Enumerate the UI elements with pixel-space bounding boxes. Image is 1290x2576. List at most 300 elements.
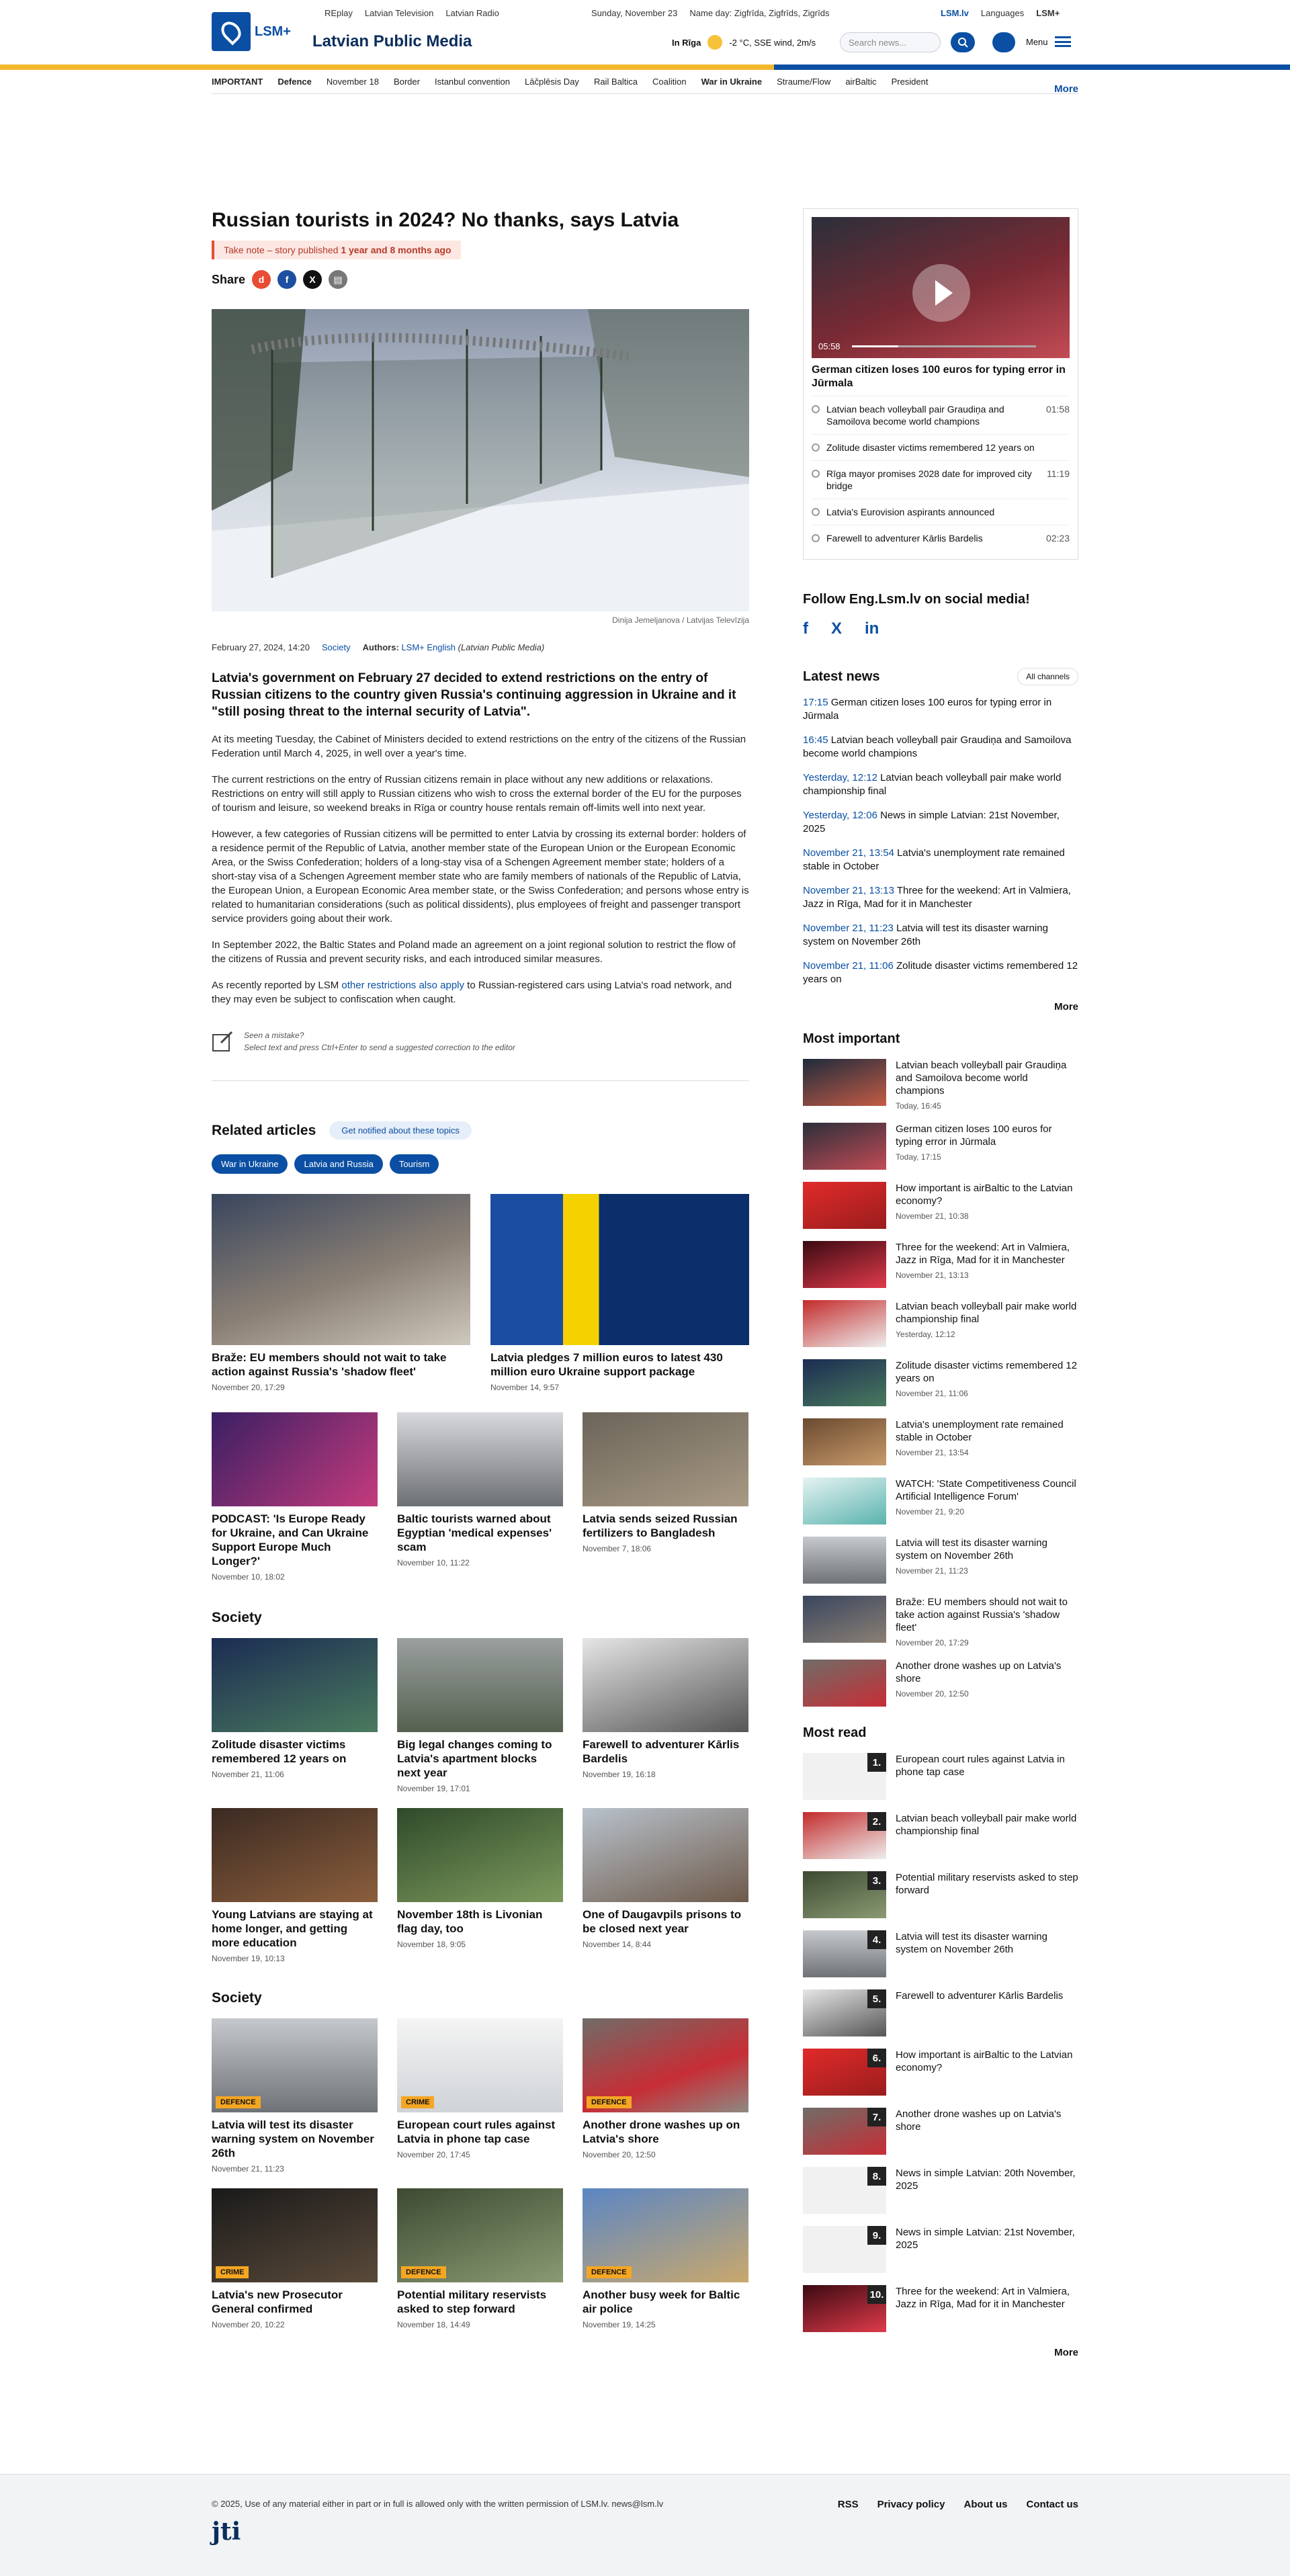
- story-age-note: [212, 241, 461, 259]
- nav-item[interactable]: Defence: [277, 77, 312, 87]
- hero-photo: [212, 309, 749, 611]
- card-title: Potential military reservists asked to step forward: [397, 2288, 547, 2315]
- playlist-title: Latvia's Eurovision aspirants announced: [826, 507, 995, 517]
- card-title: Latvia will test its disaster warning system on November 26th: [212, 2118, 374, 2159]
- related-card[interactable]: [212, 1412, 378, 1582]
- card-title: Zolitude disaster victims remembered 12 years on: [212, 1738, 347, 1765]
- latest-item[interactable]: [803, 696, 1078, 723]
- article-meta: [212, 642, 749, 652]
- lsm-plus-link[interactable]: LSM+: [1036, 8, 1060, 18]
- item-thumb: [803, 1359, 886, 1406]
- related-big: [212, 1194, 749, 1392]
- nav-important: IMPORTANT: [212, 77, 263, 87]
- playlist-item[interactable]: [812, 460, 1070, 499]
- category-badge: DEFENCE: [587, 2096, 632, 2108]
- item-thumb: [803, 2108, 886, 2155]
- site-footer: [0, 2474, 1290, 2576]
- card-image: [583, 1412, 748, 1506]
- menu-button[interactable]: [1026, 36, 1071, 47]
- item-title: Latvian beach volleyball pair make world championship final: [896, 1813, 1077, 1837]
- item-thumb: [803, 1477, 886, 1525]
- header-stripe: [0, 65, 1290, 70]
- top-link-ltv[interactable]: Latvian Television: [364, 8, 434, 18]
- latest-more-link[interactable]: More: [1054, 1001, 1078, 1013]
- x-icon[interactable]: X: [831, 619, 843, 638]
- radio-icon: [812, 534, 820, 542]
- video-title[interactable]: German citizen loses 100 euros for typing error in Jūrmala: [812, 364, 1066, 389]
- most-read: [803, 1725, 1078, 2332]
- latest-title: German citizen loses 100 euros for typing error in Jūrmala: [803, 697, 1052, 722]
- latest-time: Yesterday, 12:12: [803, 772, 877, 783]
- paragraph: At its meeting Tuesday, the Cabinet of Ministers decided to extend restrictions on the entry of the citizens of the Russian Federation until March 4, 2025, in well over a year's time.: [212, 734, 746, 759]
- most-read-item[interactable]: [803, 2049, 1078, 2096]
- card-image: [212, 1194, 470, 1345]
- category-badge: CRIME: [216, 2266, 249, 2278]
- item-thumb: [803, 1660, 886, 1707]
- playlist-title: Rīga mayor promises 2028 date for improved city bridge: [826, 468, 1032, 491]
- card-date: November 19, 17:01: [397, 1784, 470, 1793]
- rank-number: 2.: [867, 1812, 886, 1831]
- card-date: November 19, 10:13: [212, 1954, 285, 1963]
- playlist-duration: 11:19: [1047, 468, 1070, 479]
- important-item[interactable]: [803, 1477, 1078, 1525]
- weather-city: In Rīga: [672, 37, 701, 48]
- rank-number: 6.: [867, 2049, 886, 2067]
- important-item[interactable]: [803, 1059, 1078, 1111]
- weather-text: -2 °C, SSE wind, 2m/s: [729, 37, 816, 48]
- important-item[interactable]: [803, 1300, 1078, 1347]
- item-date: November 21, 11:06: [896, 1389, 968, 1398]
- item-thumb: [803, 1182, 886, 1229]
- nav-item[interactable]: Rail Baltica: [593, 77, 638, 87]
- item-thumb: [803, 1596, 886, 1643]
- important-item[interactable]: [803, 1596, 1078, 1647]
- latest-item[interactable]: [803, 884, 1078, 911]
- related-card[interactable]: [490, 1194, 749, 1392]
- category-badge: DEFENCE: [587, 2266, 632, 2278]
- latest-title: Latvia's unemployment rate remained stable in October: [803, 847, 1065, 872]
- latest-time: 17:15: [803, 697, 828, 708]
- rank-number: 1.: [867, 1753, 886, 1772]
- radio-icon: [812, 443, 820, 452]
- category-badge: DEFENCE: [401, 2266, 446, 2278]
- item-date: Today, 16:45: [896, 1101, 941, 1111]
- latest-time: 16:45: [803, 734, 828, 746]
- item-thumb: [803, 2167, 886, 2214]
- related-card[interactable]: [212, 1194, 470, 1392]
- item-title: Latvian beach volleyball pair Graudiņa and Samoilova become world champions: [896, 1060, 1067, 1097]
- x-icon[interactable]: X: [303, 270, 322, 289]
- follow-title: Follow Eng.Lsm.lv on social media!: [803, 592, 1030, 607]
- most-read-item[interactable]: [803, 1812, 1078, 1859]
- jti-logo[interactable]: jti: [212, 2518, 241, 2546]
- item-thumb: [803, 1300, 886, 1347]
- card-title: Latvia sends seized Russian fertilizers to Bangladesh: [583, 1512, 738, 1539]
- rank-number: 10.: [867, 2285, 886, 2304]
- society-card[interactable]: [212, 1808, 378, 1963]
- latest-time: November 21, 11:06: [803, 960, 894, 972]
- latest-news-header: [803, 668, 1078, 685]
- paragraph: [212, 978, 749, 1006]
- weather: [672, 35, 816, 50]
- paragraph: In September 2022, the Baltic States and Poland made an agreement on a joint regional solution to restrict the flow of the citizens of Russia and prevent security risks, and each introduced similar measures.: [212, 939, 736, 965]
- item-title: Farewell to adventurer Kārlis Bardelis: [896, 1990, 1064, 2002]
- latest-title: News in simple Latvian: 21st November, 2025: [803, 810, 1060, 834]
- nav-more[interactable]: More: [1054, 83, 1078, 95]
- item-title: How important is airBaltic to the Latvian economy?: [896, 1183, 1073, 1207]
- item-date: November 21, 13:13: [896, 1271, 969, 1280]
- item-title: News in simple Latvian: 20th November, 2025: [896, 2167, 1076, 2192]
- nav-item[interactable]: Border: [393, 77, 420, 87]
- most-read-item[interactable]: [803, 1989, 1078, 2036]
- search-button[interactable]: [951, 32, 975, 52]
- important-item[interactable]: [803, 1123, 1078, 1170]
- nav-item[interactable]: airBaltic: [845, 77, 877, 87]
- lang-links: [941, 8, 1060, 18]
- card-title: One of Daugavpils prisons to be closed next year: [583, 1908, 742, 1935]
- card-date: November 10, 11:22: [397, 1558, 470, 1568]
- playlist-title: Zolitude disaster victims remembered 12 years on: [826, 442, 1035, 453]
- most-read-item[interactable]: [803, 2226, 1078, 2273]
- item-thumb: [803, 1871, 886, 1918]
- playlist-duration: 01:58: [1045, 404, 1070, 415]
- card-date: November 10, 18:02: [212, 1572, 285, 1582]
- society-card[interactable]: [212, 2018, 378, 2174]
- society-card[interactable]: [583, 1808, 748, 1963]
- card-image: [397, 2018, 563, 2112]
- important-item[interactable]: [803, 1182, 1078, 1229]
- important-item[interactable]: [803, 1241, 1078, 1288]
- society-grid: [212, 2018, 749, 2329]
- footer-link[interactable]: Privacy policy: [877, 2499, 945, 2510]
- notify-button[interactable]: Get notified about these topics: [329, 1121, 472, 1140]
- latest-item[interactable]: [803, 922, 1078, 949]
- latest-item[interactable]: [803, 809, 1078, 836]
- item-title: Latvian beach volleyball pair make world championship final: [896, 1301, 1077, 1325]
- nav-item[interactable]: Lāčplēsis Day: [525, 77, 579, 87]
- video-progress[interactable]: [852, 345, 1036, 347]
- article-category[interactable]: Society: [322, 642, 351, 652]
- related-card[interactable]: [583, 1412, 748, 1582]
- card-date: November 14, 8:44: [583, 1940, 652, 1949]
- society-card[interactable]: [397, 2188, 563, 2329]
- rank-number: 4.: [867, 1930, 886, 1949]
- most-read-item[interactable]: [803, 2167, 1078, 2214]
- related-small: [212, 1412, 749, 1582]
- most-read-item[interactable]: [803, 1871, 1078, 1918]
- item-thumb: [803, 2285, 886, 2332]
- search-input[interactable]: Search news...: [840, 32, 941, 52]
- item-thumb: [803, 1123, 886, 1170]
- card-date: November 19, 16:18: [583, 1770, 656, 1779]
- card-image: [490, 1194, 749, 1345]
- rank-number: 8.: [867, 2167, 886, 2186]
- important-item[interactable]: [803, 1537, 1078, 1584]
- rank-number: 5.: [867, 1989, 886, 2008]
- note-age: 1 year and 8 months ago: [341, 245, 452, 255]
- item-title: Latvia will test its disaster warning system on November 26th: [896, 1931, 1047, 1955]
- mistake-text: Select text and press Ctrl+Enter to send a suggested correction to the editor: [244, 1043, 515, 1052]
- item-thumb: [803, 2049, 886, 2096]
- society-card[interactable]: [397, 1808, 563, 1963]
- society-title: Society: [212, 1610, 262, 1625]
- restrictions-link[interactable]: other restrictions also apply: [341, 980, 465, 991]
- item-title: Three for the weekend: Art in Valmiera, Jazz in Rīga, Mad for it in Manchester: [896, 2286, 1070, 2310]
- playlist-title: Farewell to adventurer Kārlis Bardelis: [826, 533, 983, 544]
- latest-news-list: [803, 696, 1078, 986]
- society-card[interactable]: [212, 2188, 378, 2329]
- facebook-icon[interactable]: f: [803, 619, 808, 638]
- paragraph-text: to Russian-registered cars using Latvia's road network, and they may even be subject to confiscation when caught.: [212, 980, 732, 1005]
- rank-number: 3.: [867, 1871, 886, 1890]
- most-read-item[interactable]: [803, 2108, 1078, 2155]
- card-image: [583, 2188, 748, 2282]
- important-item[interactable]: [803, 1359, 1078, 1406]
- card-image: [397, 1808, 563, 1902]
- item-title: European court rules against Latvia in phone tap case: [896, 1754, 1065, 1778]
- item-date: November 21, 11:23: [896, 1566, 968, 1576]
- card-image: [212, 1808, 378, 1902]
- most-important: [803, 1031, 1078, 1707]
- related-card[interactable]: [397, 1412, 563, 1582]
- card-date: November 19, 14:25: [583, 2320, 656, 2329]
- nav-item[interactable]: Straume/Flow: [777, 77, 831, 87]
- item-date: November 20, 12:50: [896, 1689, 969, 1699]
- card-image: [212, 1412, 378, 1506]
- item-date: November 21, 9:20: [896, 1507, 965, 1516]
- item-date: Yesterday, 12:12: [896, 1330, 955, 1339]
- card-title: PODCAST: 'Is Europe Ready for Ukraine, and Can Ukraine Support Europe Much Longer?': [212, 1512, 369, 1568]
- top-link-replay[interactable]: REplay: [325, 8, 353, 18]
- card-title: Latvia pledges 7 million euros to latest 430 million euro Ukraine support package: [490, 1351, 723, 1378]
- item-thumb: [803, 1930, 886, 1977]
- item-thumb: [803, 1241, 886, 1288]
- video-thumbnail[interactable]: [812, 217, 1070, 358]
- card-image: [397, 1412, 563, 1506]
- note-prefix: Take note – story published: [224, 245, 341, 255]
- category-badge: CRIME: [401, 2096, 434, 2108]
- card-date: November 7, 18:06: [583, 1544, 652, 1553]
- item-date: November 21, 13:54: [896, 1448, 969, 1457]
- tag[interactable]: Latvia and Russia: [294, 1154, 382, 1174]
- card-date: November 18, 14:49: [397, 2320, 470, 2329]
- paragraph: However, a few categories of Russian citizens will be permitted to enter Latvia by crossing its external border: holders of a residence permit of the Republic of Latvia, another member state of the European Union or the European Economic Area, or the Swiss Confederation; holders of a long-stay visa of a Schengen Agreement member state; holders of a short-stay visa of a Schengen Agreement member state who are family members of nationals of the Republic of Latvia, the European Union, a European Economic Area member state, or the Swiss Confederation; and persons whose entry is related to humanitarian considerations (such as political dissidents), plus employees of freight and passenger transport service providers going about their work.: [212, 828, 749, 925]
- important-item[interactable]: [803, 1660, 1078, 1707]
- border-fence-image: [212, 309, 749, 611]
- playlist-item[interactable]: [812, 525, 1070, 551]
- nav-item[interactable]: Coalition: [652, 77, 687, 87]
- item-title: Braže: EU members should not wait to take action against Russia's 'shadow fleet': [896, 1596, 1068, 1633]
- lsm-link[interactable]: LSM.lv: [941, 8, 969, 18]
- card-title: Farewell to adventurer Kārlis Bardelis: [583, 1738, 740, 1765]
- item-title: Potential military reservists asked to step forward: [896, 1872, 1078, 1896]
- card-title: Baltic tourists warned about Egyptian 'medical expenses' scam: [397, 1512, 552, 1553]
- video-time: 05:58: [818, 341, 841, 351]
- facebook-icon[interactable]: f: [277, 270, 296, 289]
- latest-time: November 21, 13:13: [803, 885, 894, 896]
- draugiem-icon[interactable]: d: [252, 270, 271, 289]
- most-read-item[interactable]: [803, 2285, 1078, 2332]
- site-logo[interactable]: [212, 12, 291, 51]
- society-grid: [212, 1638, 749, 1963]
- article-column: [212, 208, 749, 2329]
- most-read-more-link[interactable]: More: [1054, 2347, 1078, 2358]
- social-links: [803, 619, 1078, 638]
- item-title: WATCH: 'State Competitiveness Council Artificial Intelligence Forum': [896, 1478, 1076, 1502]
- logo-text: LSM+: [255, 24, 291, 39]
- card-image: [397, 2188, 563, 2282]
- category-badge: DEFENCE: [216, 2096, 261, 2108]
- card-title: Big legal changes coming to Latvia's apartment blocks next year: [397, 1738, 552, 1779]
- site-header: [212, 0, 1078, 65]
- nav-item[interactable]: War in Ukraine: [701, 77, 763, 87]
- latest-time: November 21, 11:23: [803, 922, 894, 934]
- languages-link[interactable]: Languages: [980, 8, 1025, 18]
- item-thumb: [803, 2226, 886, 2273]
- print-icon[interactable]: ▤: [329, 270, 347, 289]
- society-card[interactable]: [397, 2018, 563, 2174]
- card-date: November 18, 9:05: [397, 1940, 466, 1949]
- important-item[interactable]: [803, 1418, 1078, 1465]
- play-icon[interactable]: [912, 264, 970, 322]
- top-links: [325, 8, 499, 18]
- nav-item[interactable]: Istanbul convention: [434, 77, 510, 87]
- card-date: November 20, 17:45: [397, 2150, 470, 2159]
- playlist-title: Latvian beach volleyball pair Graudiņa and Samoilova become world champions: [826, 404, 1004, 427]
- footer-link[interactable]: Contact us: [1026, 2499, 1078, 2510]
- current-date: Sunday, November 23: [591, 8, 678, 18]
- item-title: How important is airBaltic to the Latvian economy?: [896, 2049, 1073, 2073]
- share-bar: [212, 270, 749, 289]
- mistake-title: Seen a mistake?: [244, 1031, 304, 1040]
- menu-label: Menu: [1026, 36, 1048, 47]
- share-label: Share: [212, 272, 246, 286]
- authors-label: Authors:: [362, 642, 399, 652]
- tag[interactable]: Tourism: [390, 1154, 439, 1174]
- card-date: November 20, 17:29: [212, 1383, 285, 1392]
- paragraph: The current restrictions on the entry of Russian citizens remain in place without any new additions or relaxations. Restrictions on entry will still apply to Russian citizens who wish to cross the external border of the EU for the purposes of tourism and leisure, so weekend breaks in Rīga or country house rentals remain off-limits well into next year.: [212, 774, 742, 814]
- card-image: [397, 1638, 563, 1732]
- item-title: German citizen loses 100 euros for typing error in Jūrmala: [896, 1123, 1052, 1148]
- card-title: Young Latvians are staying at home longer, and getting more education: [212, 1908, 373, 1949]
- society-card[interactable]: [583, 1638, 748, 1793]
- item-title: Zolitude disaster victims remembered 12 years on: [896, 1360, 1078, 1384]
- most-read-title: Most read: [803, 1725, 867, 1740]
- playlist-item[interactable]: [812, 434, 1070, 460]
- sidebar: [803, 208, 1078, 2358]
- card-title: November 18th is Livonian flag day, too: [397, 1908, 543, 1935]
- notifications-bell-icon[interactable]: [992, 32, 1015, 52]
- card-title: European court rules against Latvia in phone tap case: [397, 2118, 556, 2145]
- search-icon: [957, 37, 968, 48]
- article-lead: Latvia's government on February 27 decided to extend restrictions on the entry of Russian citizens to the country given Russia's continuing aggression in Ukraine and it "still posing threat to the internal security of Latvia".: [212, 671, 736, 719]
- tag[interactable]: War in Ukraine: [212, 1154, 288, 1174]
- hamburger-icon: [1055, 36, 1071, 47]
- article-date: February 27, 2024, 14:20: [212, 642, 310, 652]
- footer-link[interactable]: About us: [963, 2499, 1008, 2510]
- rank-number: 9.: [867, 2226, 886, 2245]
- card-image: [212, 1638, 378, 1732]
- card-title: Braže: EU members should not wait to take action against Russia's 'shadow fleet': [212, 1351, 447, 1378]
- latest-item[interactable]: [803, 734, 1078, 761]
- item-title: News in simple Latvian: 21st November, 2025: [896, 2227, 1075, 2251]
- society-card[interactable]: [397, 1638, 563, 1793]
- most-read-item[interactable]: [803, 1753, 1078, 1800]
- card-date: November 14, 9:57: [490, 1383, 560, 1392]
- most-read-item[interactable]: [803, 1930, 1078, 1977]
- site-name[interactable]: Latvian Public Media: [312, 32, 472, 50]
- society-card[interactable]: [583, 2018, 748, 2174]
- card-date: November 20, 10:22: [212, 2320, 285, 2329]
- item-thumb: [803, 1059, 886, 1106]
- item-thumb: [803, 1812, 886, 1859]
- top-link-radio[interactable]: Latvian Radio: [445, 8, 499, 18]
- author-org: (Latvian Public Media): [458, 642, 545, 652]
- latest-time: November 21, 13:54: [803, 847, 894, 859]
- linkedin-icon[interactable]: in: [865, 619, 879, 638]
- channels-dropdown[interactable]: All channels: [1017, 668, 1078, 685]
- latest-title: Latvia will test its disaster warning system on November 26th: [803, 922, 1048, 947]
- authors: [363, 642, 545, 652]
- latest-item[interactable]: [803, 959, 1078, 986]
- card-image: [212, 2188, 378, 2282]
- radio-icon: [812, 508, 820, 516]
- card-date: November 21, 11:06: [212, 1770, 284, 1779]
- card-date: November 20, 12:50: [583, 2150, 656, 2159]
- report-mistake: [212, 1029, 749, 1054]
- item-thumb: [803, 1989, 886, 2036]
- playlist-item[interactable]: [812, 499, 1070, 525]
- card-image: [583, 1638, 748, 1732]
- card-date: November 21, 11:23: [212, 2164, 284, 2174]
- nav-item[interactable]: President: [891, 77, 929, 87]
- card-image: [583, 1808, 748, 1902]
- playlist-item[interactable]: [812, 396, 1070, 434]
- card-title: Latvia's new Prosecutor General confirmed: [212, 2288, 343, 2315]
- nav-item[interactable]: November 18: [326, 77, 379, 87]
- author-link[interactable]: LSM+ English: [401, 642, 456, 652]
- latest-news-title[interactable]: Latest news: [803, 669, 880, 684]
- sun-icon: [707, 35, 722, 50]
- footer-link[interactable]: RSS: [837, 2499, 859, 2510]
- page: [212, 0, 1078, 65]
- name-day: Name day: Zigfrīda, Zigfrīds, Zigrīds: [689, 8, 830, 18]
- item-thumb: [803, 1753, 886, 1800]
- society-card[interactable]: [212, 1638, 378, 1793]
- card-title: Another busy week for Baltic air police: [583, 2288, 740, 2315]
- topic-tags: [212, 1154, 749, 1174]
- society-card[interactable]: [583, 2188, 748, 2329]
- most-important-title: Most important: [803, 1031, 900, 1046]
- item-date: November 21, 10:38: [896, 1211, 969, 1221]
- divider: [212, 1080, 749, 1081]
- video-player: [803, 208, 1078, 560]
- rank-number: 7.: [867, 2108, 886, 2127]
- latest-item[interactable]: [803, 847, 1078, 873]
- playlist-duration: 02:23: [1045, 533, 1070, 544]
- copyright: © 2025, Use of any material either in part or in full is allowed only with the written permission of LSM.lv. news@lsm.lv: [212, 2499, 664, 2509]
- latest-title: Latvian beach volleyball pair make world championship final: [803, 772, 1062, 797]
- item-title: Another drone washes up on Latvia's shore: [896, 1660, 1062, 1684]
- item-date: Today, 17:15: [896, 1152, 941, 1162]
- card-title: Another drone washes up on Latvia's shore: [583, 2118, 740, 2145]
- article-body: [212, 732, 749, 1006]
- video-playlist: [812, 396, 1070, 551]
- latest-item[interactable]: [803, 771, 1078, 798]
- pin-icon: [212, 12, 251, 51]
- related-title: Related articles: [212, 1122, 316, 1138]
- item-title: Latvia will test its disaster warning system on November 26th: [896, 1537, 1047, 1561]
